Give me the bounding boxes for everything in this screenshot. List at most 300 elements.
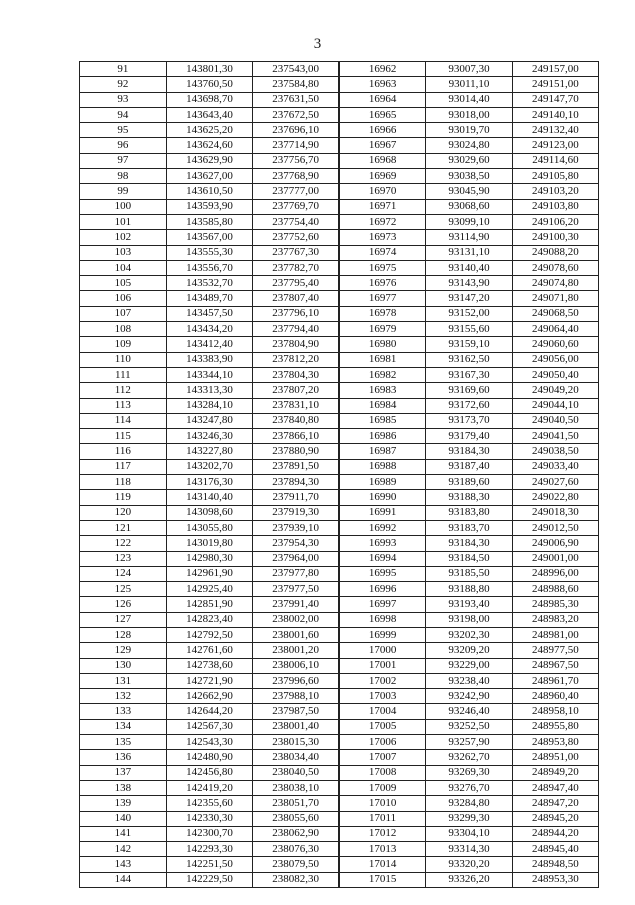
point-number-right-cell: 16989	[339, 475, 426, 490]
y-coordinate-right-cell: 248945,20	[512, 811, 598, 826]
x-coordinate-left-cell: 143593,90	[166, 199, 253, 214]
point-number-left-cell: 107	[80, 306, 167, 321]
point-number-left-cell: 138	[80, 780, 167, 795]
x-coordinate-left-cell: 142851,90	[166, 597, 253, 612]
y-coordinate-right-cell: 249038,50	[512, 444, 598, 459]
point-number-left-cell: 93	[80, 92, 167, 107]
x-coordinate-right-cell: 93179,40	[426, 429, 513, 444]
table-row	[80, 582, 599, 597]
y-coordinate-left-cell: 237584,80	[253, 77, 339, 92]
y-coordinate-left-cell: 237807,20	[253, 383, 339, 398]
x-coordinate-left-cell: 143247,80	[166, 413, 253, 428]
point-number-right-cell: 17002	[339, 673, 426, 688]
table-row	[80, 780, 599, 795]
y-coordinate-left-cell: 237794,40	[253, 322, 339, 337]
y-coordinate-left-cell: 237672,50	[253, 107, 339, 122]
x-coordinate-right-cell: 93262,70	[426, 750, 513, 765]
y-coordinate-right-cell: 248960,40	[512, 689, 598, 704]
table-row	[80, 429, 599, 444]
point-number-right-cell: 16968	[339, 153, 426, 168]
table-row	[80, 719, 599, 734]
table-row	[80, 337, 599, 352]
x-coordinate-left-cell: 143567,00	[166, 230, 253, 245]
table-row	[80, 138, 599, 153]
point-number-right-cell: 16997	[339, 597, 426, 612]
y-coordinate-left-cell: 237964,00	[253, 551, 339, 566]
table-row	[80, 245, 599, 260]
x-coordinate-right-cell: 93147,20	[426, 291, 513, 306]
y-coordinate-left-cell: 237804,30	[253, 367, 339, 382]
point-number-left-cell: 106	[80, 291, 167, 306]
table-row	[80, 673, 599, 688]
point-number-right-cell: 16998	[339, 612, 426, 627]
y-coordinate-right-cell: 248948,50	[512, 857, 598, 872]
y-coordinate-right-cell: 248981,00	[512, 627, 598, 642]
y-coordinate-right-cell: 249022,80	[512, 490, 598, 505]
table-row	[80, 505, 599, 520]
point-number-right-cell: 16994	[339, 551, 426, 566]
y-coordinate-left-cell: 238051,70	[253, 796, 339, 811]
y-coordinate-right-cell: 249074,80	[512, 276, 598, 291]
point-number-left-cell: 108	[80, 322, 167, 337]
y-coordinate-right-cell: 249114,60	[512, 153, 598, 168]
point-number-left-cell: 130	[80, 658, 167, 673]
x-coordinate-right-cell: 93140,40	[426, 260, 513, 275]
x-coordinate-left-cell: 143284,10	[166, 398, 253, 413]
point-number-right-cell: 16979	[339, 322, 426, 337]
point-number-left-cell: 143	[80, 857, 167, 872]
point-number-left-cell: 116	[80, 444, 167, 459]
y-coordinate-right-cell: 248953,80	[512, 735, 598, 750]
x-coordinate-right-cell: 93189,60	[426, 475, 513, 490]
x-coordinate-left-cell: 142662,90	[166, 689, 253, 704]
table-row	[80, 444, 599, 459]
y-coordinate-right-cell: 249006,90	[512, 536, 598, 551]
y-coordinate-right-cell: 248985,30	[512, 597, 598, 612]
x-coordinate-left-cell: 142721,90	[166, 673, 253, 688]
point-number-right-cell: 16986	[339, 429, 426, 444]
point-number-right-cell: 17001	[339, 658, 426, 673]
x-coordinate-left-cell: 143434,20	[166, 322, 253, 337]
y-coordinate-left-cell: 237911,70	[253, 490, 339, 505]
x-coordinate-left-cell: 142251,50	[166, 857, 253, 872]
point-number-right-cell: 17009	[339, 780, 426, 795]
table-row	[80, 811, 599, 826]
point-number-left-cell: 113	[80, 398, 167, 413]
x-coordinate-left-cell: 143202,70	[166, 459, 253, 474]
x-coordinate-right-cell: 93299,30	[426, 811, 513, 826]
y-coordinate-left-cell: 238038,10	[253, 780, 339, 795]
x-coordinate-right-cell: 93152,00	[426, 306, 513, 321]
x-coordinate-left-cell: 142355,60	[166, 796, 253, 811]
x-coordinate-left-cell: 143555,30	[166, 245, 253, 260]
y-coordinate-right-cell: 249157,00	[512, 62, 598, 77]
table-row	[80, 750, 599, 765]
point-number-right-cell: 17007	[339, 750, 426, 765]
point-number-right-cell: 16975	[339, 260, 426, 275]
y-coordinate-right-cell: 249132,40	[512, 123, 598, 138]
y-coordinate-left-cell: 237769,70	[253, 199, 339, 214]
point-number-right-cell: 16984	[339, 398, 426, 413]
y-coordinate-right-cell: 249041,50	[512, 429, 598, 444]
y-coordinate-right-cell: 248949,20	[512, 765, 598, 780]
x-coordinate-left-cell: 143383,90	[166, 352, 253, 367]
y-coordinate-left-cell: 238082,30	[253, 872, 339, 887]
x-coordinate-right-cell: 93159,10	[426, 337, 513, 352]
x-coordinate-right-cell: 93252,50	[426, 719, 513, 734]
x-coordinate-right-cell: 93169,60	[426, 383, 513, 398]
y-coordinate-right-cell: 248947,40	[512, 780, 598, 795]
x-coordinate-right-cell: 93188,30	[426, 490, 513, 505]
x-coordinate-right-cell: 93029,60	[426, 153, 513, 168]
point-number-left-cell: 102	[80, 230, 167, 245]
point-number-left-cell: 112	[80, 383, 167, 398]
x-coordinate-right-cell: 93326,20	[426, 872, 513, 887]
x-coordinate-right-cell: 93045,90	[426, 184, 513, 199]
y-coordinate-right-cell: 248961,70	[512, 673, 598, 688]
table-row	[80, 872, 599, 887]
x-coordinate-right-cell: 93209,20	[426, 643, 513, 658]
y-coordinate-left-cell: 237977,50	[253, 582, 339, 597]
point-number-right-cell: 16962	[339, 62, 426, 77]
x-coordinate-left-cell: 142419,20	[166, 780, 253, 795]
x-coordinate-right-cell: 93184,30	[426, 536, 513, 551]
x-coordinate-right-cell: 93172,60	[426, 398, 513, 413]
x-coordinate-right-cell: 93011,10	[426, 77, 513, 92]
y-coordinate-left-cell: 237782,70	[253, 260, 339, 275]
x-coordinate-left-cell: 143801,30	[166, 62, 253, 77]
y-coordinate-right-cell: 248988,60	[512, 582, 598, 597]
table-row	[80, 230, 599, 245]
y-coordinate-right-cell: 249033,40	[512, 459, 598, 474]
table-row	[80, 214, 599, 229]
y-coordinate-left-cell: 237919,30	[253, 505, 339, 520]
y-coordinate-left-cell: 237796,10	[253, 306, 339, 321]
x-coordinate-left-cell: 143556,70	[166, 260, 253, 275]
y-coordinate-left-cell: 237767,30	[253, 245, 339, 260]
x-coordinate-right-cell: 93188,80	[426, 582, 513, 597]
y-coordinate-right-cell: 248945,40	[512, 842, 598, 857]
point-number-left-cell: 134	[80, 719, 167, 734]
table-row	[80, 276, 599, 291]
y-coordinate-right-cell: 249056,00	[512, 352, 598, 367]
point-number-left-cell: 131	[80, 673, 167, 688]
y-coordinate-left-cell: 238015,30	[253, 735, 339, 750]
y-coordinate-right-cell: 248955,80	[512, 719, 598, 734]
point-number-right-cell: 16966	[339, 123, 426, 138]
point-number-left-cell: 117	[80, 459, 167, 474]
x-coordinate-left-cell: 143760,50	[166, 77, 253, 92]
point-number-left-cell: 137	[80, 765, 167, 780]
x-coordinate-left-cell: 142925,40	[166, 582, 253, 597]
y-coordinate-left-cell: 237696,10	[253, 123, 339, 138]
x-coordinate-right-cell: 93242,90	[426, 689, 513, 704]
point-number-right-cell: 16978	[339, 306, 426, 321]
y-coordinate-right-cell: 249088,20	[512, 245, 598, 260]
x-coordinate-right-cell: 93229,00	[426, 658, 513, 673]
x-coordinate-left-cell: 142738,60	[166, 658, 253, 673]
y-coordinate-left-cell: 238002,00	[253, 612, 339, 627]
y-coordinate-right-cell: 249060,60	[512, 337, 598, 352]
y-coordinate-right-cell: 248944,20	[512, 826, 598, 841]
point-number-left-cell: 133	[80, 704, 167, 719]
y-coordinate-right-cell: 249103,20	[512, 184, 598, 199]
x-coordinate-right-cell: 93193,40	[426, 597, 513, 612]
point-number-left-cell: 110	[80, 352, 167, 367]
y-coordinate-left-cell: 238034,40	[253, 750, 339, 765]
table-row	[80, 291, 599, 306]
point-number-left-cell: 99	[80, 184, 167, 199]
y-coordinate-right-cell: 249012,50	[512, 520, 598, 535]
x-coordinate-left-cell: 143055,80	[166, 520, 253, 535]
y-coordinate-left-cell: 238079,50	[253, 857, 339, 872]
y-coordinate-right-cell: 249106,20	[512, 214, 598, 229]
point-number-right-cell: 16972	[339, 214, 426, 229]
x-coordinate-left-cell: 143610,50	[166, 184, 253, 199]
y-coordinate-left-cell: 237768,90	[253, 169, 339, 184]
point-number-right-cell: 17014	[339, 857, 426, 872]
table-row	[80, 551, 599, 566]
table-row	[80, 597, 599, 612]
point-number-left-cell: 104	[80, 260, 167, 275]
y-coordinate-right-cell: 249068,50	[512, 306, 598, 321]
table-row	[80, 796, 599, 811]
table-row	[80, 627, 599, 642]
point-number-right-cell: 16982	[339, 367, 426, 382]
table-row	[80, 490, 599, 505]
y-coordinate-right-cell: 249100,30	[512, 230, 598, 245]
point-number-left-cell: 111	[80, 367, 167, 382]
x-coordinate-right-cell: 93246,40	[426, 704, 513, 719]
y-coordinate-right-cell: 249140,10	[512, 107, 598, 122]
table-row	[80, 704, 599, 719]
x-coordinate-right-cell: 93314,30	[426, 842, 513, 857]
table-row	[80, 184, 599, 199]
y-coordinate-left-cell: 237756,70	[253, 153, 339, 168]
point-number-right-cell: 17005	[339, 719, 426, 734]
table-row	[80, 765, 599, 780]
point-number-right-cell: 16996	[339, 582, 426, 597]
x-coordinate-right-cell: 93276,70	[426, 780, 513, 795]
point-number-left-cell: 94	[80, 107, 167, 122]
y-coordinate-left-cell: 237840,80	[253, 413, 339, 428]
x-coordinate-left-cell: 142293,30	[166, 842, 253, 857]
y-coordinate-right-cell: 249071,80	[512, 291, 598, 306]
x-coordinate-left-cell: 142330,30	[166, 811, 253, 826]
x-coordinate-right-cell: 93257,90	[426, 735, 513, 750]
point-number-right-cell: 16977	[339, 291, 426, 306]
x-coordinate-left-cell: 143627,00	[166, 169, 253, 184]
x-coordinate-left-cell: 142300,70	[166, 826, 253, 841]
x-coordinate-right-cell: 93007,30	[426, 62, 513, 77]
y-coordinate-left-cell: 238062,90	[253, 826, 339, 841]
point-number-right-cell: 16964	[339, 92, 426, 107]
y-coordinate-left-cell: 237880,90	[253, 444, 339, 459]
point-number-left-cell: 144	[80, 872, 167, 887]
y-coordinate-left-cell: 237831,10	[253, 398, 339, 413]
table-row	[80, 306, 599, 321]
x-coordinate-right-cell: 93269,30	[426, 765, 513, 780]
y-coordinate-left-cell: 237977,80	[253, 566, 339, 581]
point-number-right-cell: 16970	[339, 184, 426, 199]
y-coordinate-left-cell: 237543,00	[253, 62, 339, 77]
x-coordinate-right-cell: 93131,10	[426, 245, 513, 260]
y-coordinate-right-cell: 249151,00	[512, 77, 598, 92]
point-number-left-cell: 120	[80, 505, 167, 520]
point-number-right-cell: 16973	[339, 230, 426, 245]
y-coordinate-left-cell: 237996,60	[253, 673, 339, 688]
x-coordinate-right-cell: 93202,30	[426, 627, 513, 642]
y-coordinate-right-cell: 248958,10	[512, 704, 598, 719]
x-coordinate-left-cell: 143098,60	[166, 505, 253, 520]
point-number-right-cell: 16971	[339, 199, 426, 214]
y-coordinate-left-cell: 237807,40	[253, 291, 339, 306]
table-row	[80, 398, 599, 413]
y-coordinate-left-cell: 237714,90	[253, 138, 339, 153]
x-coordinate-left-cell: 143585,80	[166, 214, 253, 229]
x-coordinate-left-cell: 143019,80	[166, 536, 253, 551]
x-coordinate-left-cell: 143532,70	[166, 276, 253, 291]
point-number-left-cell: 109	[80, 337, 167, 352]
point-number-left-cell: 139	[80, 796, 167, 811]
y-coordinate-right-cell: 249040,50	[512, 413, 598, 428]
x-coordinate-left-cell: 142456,80	[166, 765, 253, 780]
x-coordinate-left-cell: 142761,60	[166, 643, 253, 658]
x-coordinate-left-cell: 142980,30	[166, 551, 253, 566]
x-coordinate-right-cell: 93184,50	[426, 551, 513, 566]
y-coordinate-left-cell: 238001,60	[253, 627, 339, 642]
table-row	[80, 92, 599, 107]
point-number-left-cell: 128	[80, 627, 167, 642]
y-coordinate-right-cell: 248996,00	[512, 566, 598, 581]
x-coordinate-right-cell: 93320,20	[426, 857, 513, 872]
coordinates-table	[79, 61, 599, 888]
point-number-left-cell: 125	[80, 582, 167, 597]
point-number-left-cell: 103	[80, 245, 167, 260]
y-coordinate-left-cell: 237752,60	[253, 230, 339, 245]
y-coordinate-left-cell: 238001,20	[253, 643, 339, 658]
y-coordinate-right-cell: 249078,60	[512, 260, 598, 275]
x-coordinate-right-cell: 93173,70	[426, 413, 513, 428]
x-coordinate-left-cell: 143344,10	[166, 367, 253, 382]
y-coordinate-left-cell: 238006,10	[253, 658, 339, 673]
point-number-right-cell: 17006	[339, 735, 426, 750]
y-coordinate-right-cell: 249105,80	[512, 169, 598, 184]
y-coordinate-right-cell: 249027,60	[512, 475, 598, 490]
y-coordinate-left-cell: 238055,60	[253, 811, 339, 826]
table-row	[80, 536, 599, 551]
point-number-right-cell: 16976	[339, 276, 426, 291]
x-coordinate-left-cell: 142480,90	[166, 750, 253, 765]
point-number-right-cell: 16987	[339, 444, 426, 459]
x-coordinate-right-cell: 93099,10	[426, 214, 513, 229]
point-number-right-cell: 17010	[339, 796, 426, 811]
point-number-left-cell: 122	[80, 536, 167, 551]
x-coordinate-left-cell: 143629,90	[166, 153, 253, 168]
point-number-left-cell: 105	[80, 276, 167, 291]
point-number-right-cell: 16967	[339, 138, 426, 153]
x-coordinate-left-cell: 143457,50	[166, 306, 253, 321]
table-row	[80, 383, 599, 398]
point-number-right-cell: 16969	[339, 169, 426, 184]
point-number-left-cell: 136	[80, 750, 167, 765]
y-coordinate-left-cell: 237777,00	[253, 184, 339, 199]
point-number-left-cell: 92	[80, 77, 167, 92]
x-coordinate-right-cell: 93167,30	[426, 367, 513, 382]
point-number-left-cell: 118	[80, 475, 167, 490]
table-row	[80, 169, 599, 184]
x-coordinate-left-cell: 142792,50	[166, 627, 253, 642]
point-number-left-cell: 140	[80, 811, 167, 826]
x-coordinate-right-cell: 93198,00	[426, 612, 513, 627]
point-number-left-cell: 100	[80, 199, 167, 214]
table-row	[80, 77, 599, 92]
x-coordinate-left-cell: 143489,70	[166, 291, 253, 306]
table-row	[80, 367, 599, 382]
y-coordinate-right-cell: 249044,10	[512, 398, 598, 413]
table-row	[80, 123, 599, 138]
x-coordinate-right-cell: 93187,40	[426, 459, 513, 474]
y-coordinate-right-cell: 249018,30	[512, 505, 598, 520]
x-coordinate-right-cell: 93024,80	[426, 138, 513, 153]
table-row	[80, 153, 599, 168]
y-coordinate-left-cell: 238001,40	[253, 719, 339, 734]
point-number-left-cell: 135	[80, 735, 167, 750]
point-number-left-cell: 115	[80, 429, 167, 444]
x-coordinate-right-cell: 93068,60	[426, 199, 513, 214]
y-coordinate-left-cell: 237631,50	[253, 92, 339, 107]
point-number-left-cell: 124	[80, 566, 167, 581]
point-number-right-cell: 17008	[339, 765, 426, 780]
x-coordinate-left-cell: 142229,50	[166, 872, 253, 887]
point-number-right-cell: 17003	[339, 689, 426, 704]
y-coordinate-right-cell: 248947,20	[512, 796, 598, 811]
y-coordinate-right-cell: 249050,40	[512, 367, 598, 382]
point-number-right-cell: 16992	[339, 520, 426, 535]
x-coordinate-right-cell: 93018,00	[426, 107, 513, 122]
point-number-right-cell: 16990	[339, 490, 426, 505]
x-coordinate-right-cell: 93238,40	[426, 673, 513, 688]
x-coordinate-left-cell: 143698,70	[166, 92, 253, 107]
point-number-right-cell: 17004	[339, 704, 426, 719]
y-coordinate-right-cell: 248983,20	[512, 612, 598, 627]
point-number-left-cell: 127	[80, 612, 167, 627]
y-coordinate-left-cell: 237866,10	[253, 429, 339, 444]
table-row	[80, 520, 599, 535]
x-coordinate-right-cell: 93185,50	[426, 566, 513, 581]
point-number-left-cell: 98	[80, 169, 167, 184]
point-number-left-cell: 142	[80, 842, 167, 857]
point-number-left-cell: 97	[80, 153, 167, 168]
table-row	[80, 826, 599, 841]
point-number-left-cell: 123	[80, 551, 167, 566]
point-number-left-cell: 119	[80, 490, 167, 505]
point-number-left-cell: 126	[80, 597, 167, 612]
x-coordinate-left-cell: 143625,20	[166, 123, 253, 138]
x-coordinate-right-cell: 93014,40	[426, 92, 513, 107]
x-coordinate-left-cell: 143624,60	[166, 138, 253, 153]
point-number-right-cell: 16963	[339, 77, 426, 92]
point-number-right-cell: 16999	[339, 627, 426, 642]
table-row	[80, 566, 599, 581]
x-coordinate-left-cell: 142823,40	[166, 612, 253, 627]
x-coordinate-left-cell: 142961,90	[166, 566, 253, 581]
point-number-right-cell: 16983	[339, 383, 426, 398]
x-coordinate-left-cell: 143643,40	[166, 107, 253, 122]
y-coordinate-left-cell: 237988,10	[253, 689, 339, 704]
table-row	[80, 199, 599, 214]
point-number-left-cell: 114	[80, 413, 167, 428]
